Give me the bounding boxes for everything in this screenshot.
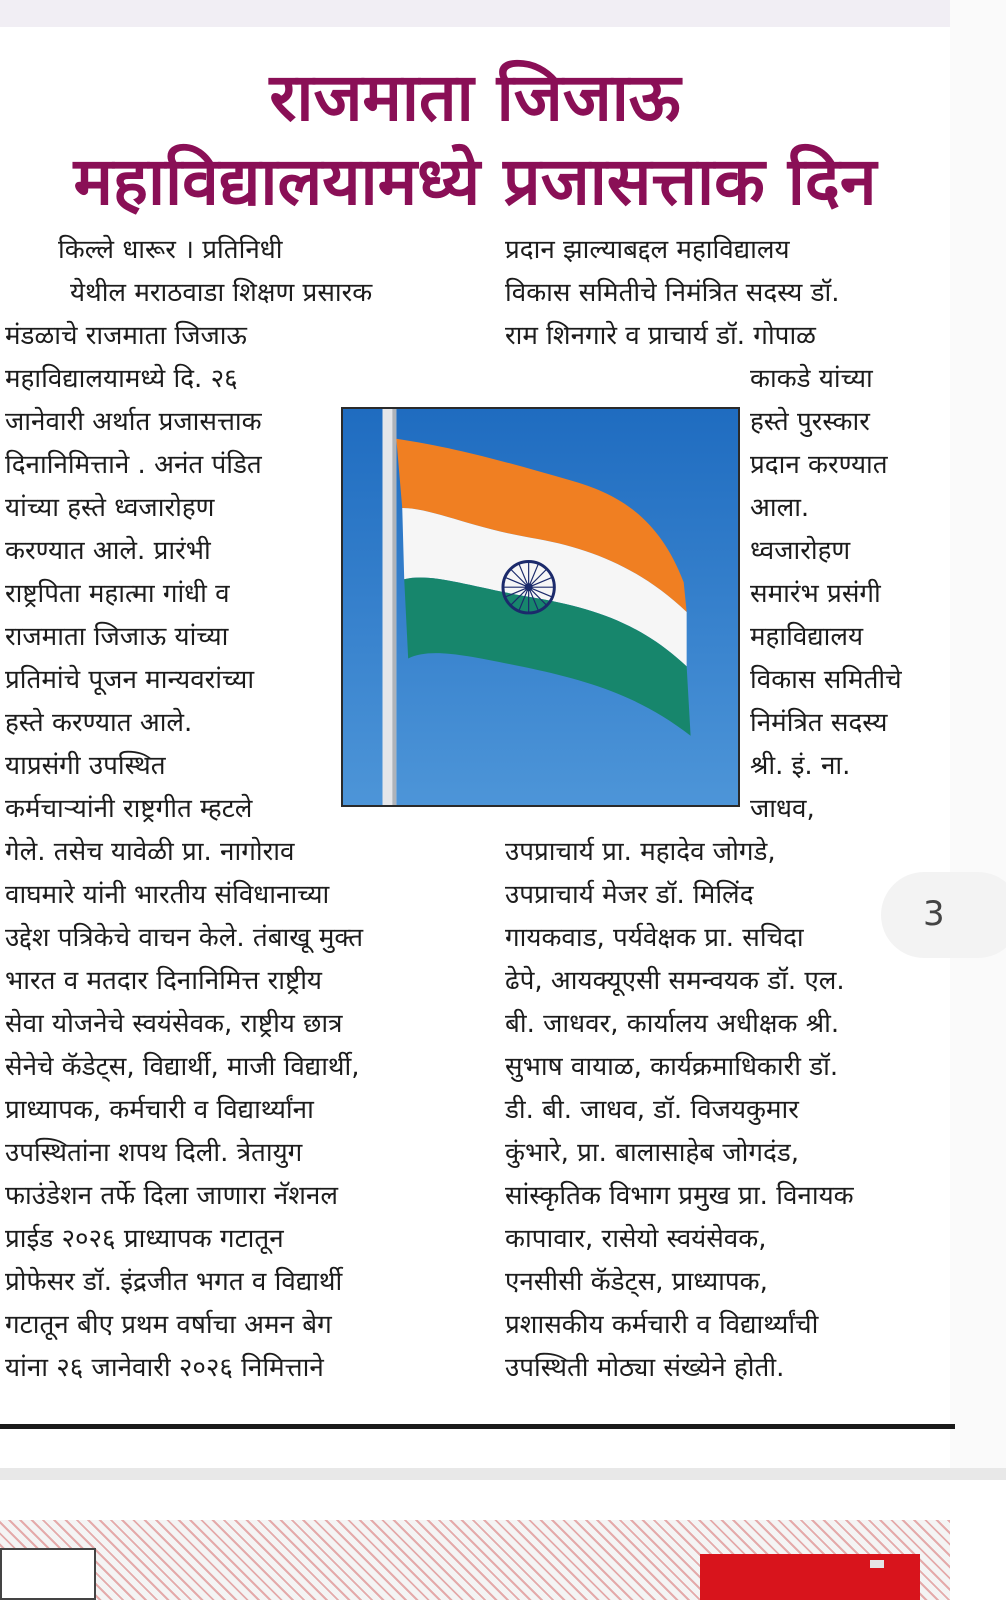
headline-line-1: राजमाता जिजाऊ bbox=[269, 59, 681, 136]
body-line: प्रतिमांचे पूजन मान्यवरांच्या bbox=[5, 665, 255, 695]
body-line: प्रदान करण्यात bbox=[750, 450, 888, 480]
body-line: आला. bbox=[750, 493, 810, 523]
body-line: प्रशासकीय कर्मचारी व विद्यार्थ्यांची bbox=[505, 1310, 819, 1340]
body-line: जानेवारी अर्थात प्रजासत्ताक bbox=[5, 407, 262, 437]
body-line: विकास समितीचे निमंत्रित सदस्य डॉ. bbox=[505, 278, 840, 308]
body-line: समारंभ प्रसंगी bbox=[750, 579, 881, 609]
body-line: डी. बी. जाधव, डॉ. विजयकुमार bbox=[505, 1095, 799, 1125]
body-line: कर्मचाऱ्यांनी राष्ट्रगीत म्हटले bbox=[5, 794, 253, 824]
body-line: गायकवाड, पर्यवेक्षक प्रा. सचिदा bbox=[505, 923, 804, 953]
body-line: काकडे यांच्या bbox=[750, 364, 873, 394]
headline-line-2: महाविद्यालयामध्ये प्रजासत्ताक दिन bbox=[73, 143, 877, 220]
body-line: करण्यात आले. प्रारंभी bbox=[5, 536, 211, 566]
red-banner-mark bbox=[870, 1560, 884, 1568]
body-line: हस्ते पुरस्कार bbox=[750, 407, 870, 437]
flag-photo bbox=[341, 407, 740, 807]
body-line: प्राईड २०२६ प्राध्यापक गटातून bbox=[5, 1224, 284, 1254]
body-line: श्री. इं. ना. bbox=[750, 751, 851, 781]
body-line: गटातून बीए प्रथम वर्षाचा अमन बेग bbox=[5, 1310, 332, 1340]
body-line: याप्रसंगी उपस्थित bbox=[5, 751, 166, 781]
body-line: कुंभारे, प्रा. बालासाहेब जोगदंड, bbox=[505, 1138, 800, 1168]
body-line: विकास समितीचे bbox=[750, 665, 902, 695]
body-line: निमंत्रित सदस्य bbox=[750, 708, 888, 738]
body-line: महाविद्यालयामध्ये दि. २६ bbox=[5, 364, 238, 394]
body-line: जाधव, bbox=[750, 794, 815, 824]
body-line: एनसीसी कॅडेट्स, प्राध्यापक, bbox=[505, 1267, 768, 1297]
body-line: उपप्राचार्य मेजर डॉ. मिलिंद bbox=[505, 880, 754, 910]
body-line: फाउंडेशन तर्फे दिला जाणारा नॅशनल bbox=[5, 1181, 338, 1211]
body-line: उपप्राचार्य प्रा. महादेव जोगडे, bbox=[505, 837, 776, 867]
body-line: गेले. तसेच यावेळी प्रा. नागोराव bbox=[5, 837, 295, 867]
page-number: 3 bbox=[923, 894, 945, 934]
top-band bbox=[0, 0, 950, 27]
body-line: प्रदान झाल्याबद्दल महाविद्यालय bbox=[505, 235, 790, 265]
body-line: राम शिनगारे व प्राचार्य डॉ. गोपाळ bbox=[505, 321, 816, 351]
body-line: सांस्कृतिक विभाग प्रमुख प्रा. विनायक bbox=[505, 1181, 854, 1211]
body-line: उपस्थिती मोठ्या संख्येने होती. bbox=[505, 1353, 785, 1383]
body-line: वाघमारे यांनी भारतीय संविधानाच्या bbox=[5, 880, 330, 910]
body-line: प्रोफेसर डॉ. इंद्रजीत भगत व विद्यार्थी bbox=[5, 1267, 343, 1297]
body-line: हस्ते करण्यात आले. bbox=[5, 708, 193, 738]
body-line: मंडळाचे राजमाता जिजाऊ bbox=[5, 321, 247, 351]
body-line: राष्ट्रपिता महात्मा गांधी व bbox=[5, 579, 230, 609]
body-line: कापावार, रासेयो स्वयंसेवक, bbox=[505, 1224, 767, 1254]
right-margin bbox=[950, 0, 1006, 1470]
body-line: येथील मराठवाडा शिक्षण प्रसारक bbox=[70, 278, 373, 308]
body-line: यांच्या हस्ते ध्वजारोहण bbox=[5, 493, 215, 523]
body-line: उद्देश पत्रिकेचे वाचन केले. तंबाखू मुक्त bbox=[5, 923, 364, 953]
body-line: ध्वजारोहण bbox=[750, 536, 851, 566]
next-clipping-red-banner bbox=[700, 1554, 920, 1600]
indian-flag-image bbox=[343, 409, 738, 805]
body-line: उपस्थितांना शपथ दिली. त्रेतायुग bbox=[5, 1138, 303, 1168]
body-line: सेवा योजनेचे स्वयंसेवक, राष्ट्रीय छात्र bbox=[5, 1009, 343, 1039]
body-line: सुभाष वायाळ, कार्यक्रमाधिकारी डॉ. bbox=[505, 1052, 839, 1082]
body-line: यांना २६ जानेवारी २०२६ निमित्ताने bbox=[5, 1353, 324, 1383]
body-line: महाविद्यालय bbox=[750, 622, 864, 652]
body-line: दिनानिमित्ताने . अनंत पंडित bbox=[5, 450, 262, 480]
page-separator bbox=[0, 1468, 1006, 1480]
article-bottom-rule bbox=[0, 1424, 955, 1429]
body-line: भारत व मतदार दिनानिमित्त राष्ट्रीय bbox=[5, 966, 323, 996]
body-line: बी. जाधवर, कार्यालय अधीक्षक श्री. bbox=[505, 1009, 840, 1039]
body-line: राजमाता जिजाऊ यांच्या bbox=[5, 622, 229, 652]
body-line: ढेपे, आयक्यूएसी समन्वयक डॉ. एल. bbox=[505, 966, 845, 996]
body-line: प्राध्यापक, कर्मचारी व विद्यार्थ्यांना bbox=[5, 1095, 314, 1125]
next-clipping-box bbox=[0, 1548, 96, 1600]
page-number-badge[interactable] bbox=[881, 872, 1006, 958]
body-line: सेनेचे कॅडेट्स, विद्यार्थी, माजी विद्यार्थी, bbox=[5, 1052, 360, 1082]
dateline: किल्ले धारूर । प्रतिनिधी bbox=[58, 235, 283, 265]
